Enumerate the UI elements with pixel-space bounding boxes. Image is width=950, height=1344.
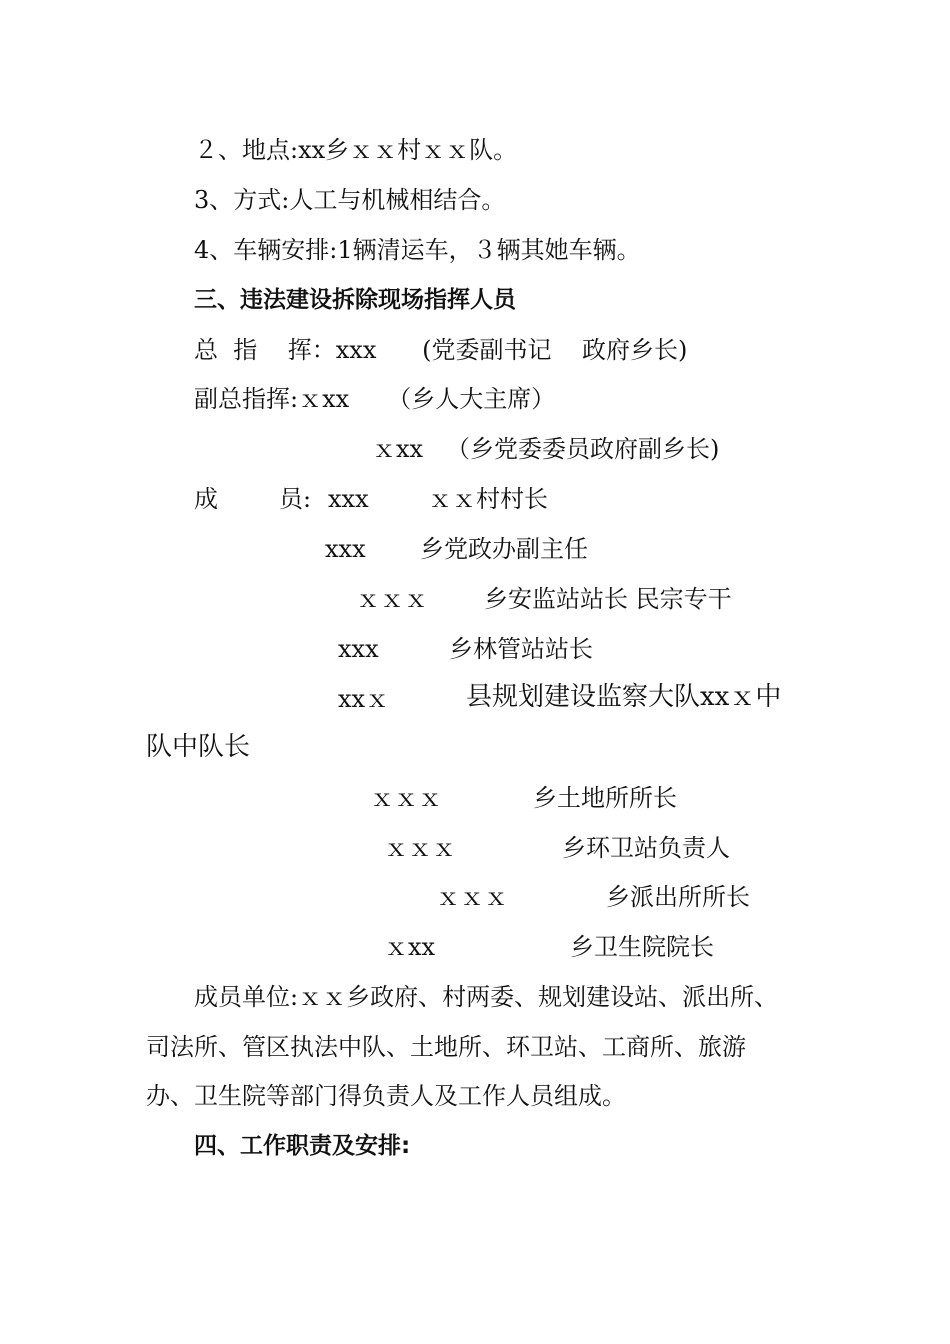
member-6-role: 乡土地所所长 (533, 784, 677, 812)
member-5-role-continued: 队中队长 (146, 732, 251, 762)
deputy-commander-2-line: ｘxx （乡党委委员政府副乡长) (372, 435, 720, 463)
section-3-heading: 三、违法建设拆除现场指挥人员 (194, 287, 516, 313)
member-units-line-2: 司法所、管区执法中队、土地所、环卫站、工商所、旅游 (146, 1033, 746, 1061)
member-5-role: 县规划建设监察大队xxｘ中 (466, 682, 782, 712)
member-7-role: 乡环卫站负责人 (562, 834, 730, 862)
member-3-name: ｘｘｘ (356, 585, 428, 613)
members-label: 成 员: (194, 485, 312, 513)
location-line: ２、地点:xx乡ｘｘ村ｘｘ队。 (194, 136, 518, 164)
member-2-name: xxx (325, 535, 366, 563)
member-8-name: ｘｘｘ (436, 883, 508, 911)
member-7-name: ｘｘｘ (384, 834, 456, 862)
vehicles-line: 4、车辆安排:1辆清运车，３辆其她车辆。 (194, 236, 641, 264)
member-9-name: ｘxx (384, 933, 436, 961)
member-1-role: ｘｘ村村长 (428, 485, 548, 513)
commander-line: 总 指 挥：xxx (党委副书记 政府乡长) (194, 336, 688, 364)
method-line: 3、方式:人工与机械相结合。 (194, 186, 506, 214)
member-8-role: 乡派出所所长 (606, 883, 750, 911)
section-4-heading: 四、工作职责及安排: (194, 1133, 411, 1159)
member-4-role: 乡林管站站长 (449, 635, 593, 663)
member-units-line-1: 成员单位:ｘｘ乡政府、村两委、规划建设站、派出所、 (194, 983, 779, 1011)
member-units-line-3: 办、卫生院等部门得负责人及工作人员组成。 (146, 1082, 626, 1110)
member-4-name: xxx (338, 635, 379, 663)
member-9-role: 乡卫生院院长 (570, 933, 714, 961)
member-5-name: xxｘ (338, 685, 390, 713)
member-2-role: 乡党政办副主任 (420, 535, 588, 563)
member-3-role: 乡安监站站长 民宗专干 (484, 585, 732, 613)
member-6-name: ｘｘｘ (370, 784, 442, 812)
deputy-commander-line: 副总指挥:ｘxx （乡人大主席） (194, 385, 556, 413)
member-1-name: xxx (328, 485, 369, 513)
